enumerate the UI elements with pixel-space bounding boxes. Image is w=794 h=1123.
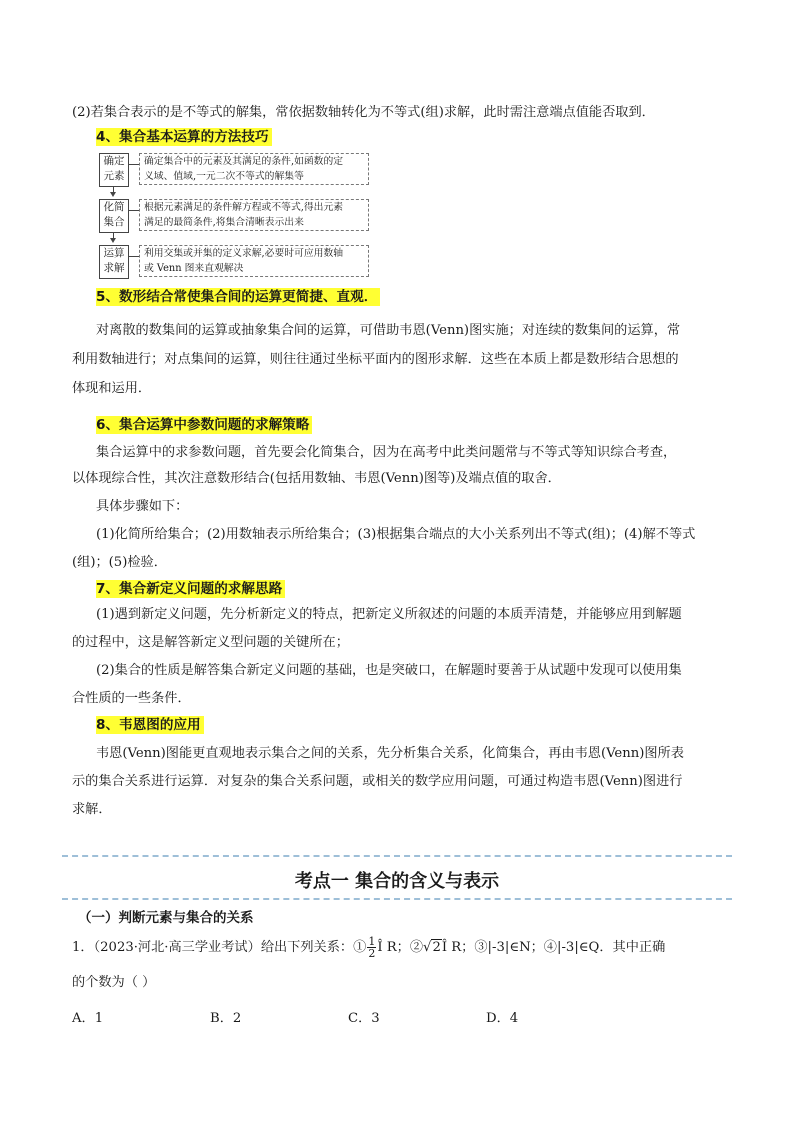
sqrt-radicand: 2 (432, 940, 441, 955)
paragraph-line: 示的集合关系进行运算．对复杂的集合关系问题，或相关的数学应用问题，可通过构造韦恩(Venn)图进行 (72, 774, 683, 789)
flow-step-2 (99, 199, 129, 233)
fraction (367, 936, 376, 959)
sqrt-sign: √ (423, 940, 432, 955)
flow-step-3-desc-1: 利用交集或并集的定义求解,必要时可应用数轴 (144, 248, 344, 259)
method-flowchart (99, 153, 379, 281)
flow-step-1-desc-1: 确定集合中的元素及其满足的条件,如函数的定 (144, 156, 344, 167)
flow-step-2-label-1: 化简 (103, 201, 125, 213)
question-line-1: 1．（2023·河北·高三学业考试）给出下列关系：① $\frac{1}{2}$ Î R；②√2Î R；③|-3|∈N；④|-3|∈Q．其中正确 (72, 935, 666, 960)
option-d[interactable]: D．4 (486, 1011, 519, 1026)
flow-step-3-desc (139, 245, 369, 277)
relation-3: ∈N；④ (509, 940, 557, 955)
flow-step-2-desc-1: 根据元素满足的条件解方程或不等式,得出元素 (144, 202, 344, 213)
flow-step-2-desc (139, 199, 369, 231)
paragraph-line: 体现和运用． (72, 381, 152, 396)
section-divider-bottom (62, 898, 732, 900)
paragraph-line: 对离散的数集间的运算或抽象集合间的运算，可借助韦恩(Venn)图实施；对连续的数集间的运算，常 (96, 323, 681, 338)
heading-5-text: 5、数形结合常使集合间的运算更简捷、直观． (96, 288, 380, 306)
flow-step-1 (99, 153, 129, 187)
heading-8-text: 8、韦恩图的应用 (96, 716, 204, 734)
question-line-2: 的个数为（ ） (72, 975, 156, 990)
flow-step-1-label-1: 确定 (103, 155, 125, 167)
paragraph-line: (1)遇到新定义问题，先分析新定义的特点，把新定义所叙述的问题的本质弄清楚，并能够应用到解题 (96, 607, 682, 622)
abs-value-4: -3 (561, 940, 575, 955)
option-a[interactable]: A．1 (72, 1011, 104, 1026)
question-stem-start: 给出下列关系：① (260, 940, 367, 955)
paragraph-line: 的过程中，这是解答新定义型问题的关键所在； (72, 635, 349, 650)
heading-4 (96, 126, 272, 148)
flow-step-3-label-1: 运算 (103, 247, 125, 259)
paragraph-line: 利用数轴进行；对点集间的运算，则往往通过坐标平面内的图形求解．这些在本质上都是数形结合思想的 (72, 352, 679, 367)
flow-step-3 (99, 245, 129, 279)
option-b[interactable]: B．2 (210, 1011, 242, 1026)
paragraph-line: (2)集合的性质是解答集合新定义问题的基础，也是突破口，在解题时要善于从试题中发现可以使用集 (96, 663, 682, 678)
relation-2: Î R；③ (441, 940, 488, 955)
flow-step-2-label-2: 集合 (103, 216, 125, 228)
heading-6-text: 6、集合运算中参数问题的求解策略 (96, 416, 312, 434)
flow-step-1-desc (139, 153, 369, 185)
paragraph-line: 合性质的一些条件． (72, 691, 191, 706)
paragraph-line: 集合运算中的求参数问题，首先要会化简集合，因为在高考中此类问题常与不等式等知识综合考查， (96, 445, 677, 460)
question-source: （2023·河北·高三学业考试） (93, 940, 261, 955)
question-number: 1． (72, 940, 94, 955)
flow-step-3-desc-2: 或 Venn 图来直观解决 (144, 263, 244, 274)
paragraph-line: (组)；(5)检验． (72, 555, 167, 570)
relation-1: Î R；② (377, 940, 424, 955)
flow-step-1-desc-2: 义域、值域,一元二次不等式的解集等 (144, 171, 304, 182)
flow-step-2-desc-2: 满足的最简条件,将集合清晰表示出来 (144, 217, 304, 228)
flow-connector (129, 164, 139, 165)
paragraph-line: 求解． (72, 802, 112, 817)
flow-step-3-label-2: 求解 (103, 262, 125, 274)
heading-8 (96, 714, 204, 736)
flow-step-1-label-2: 元素 (103, 170, 125, 182)
flow-arrow-down-icon (110, 192, 116, 197)
relation-4: ∈Q．其中正确 (578, 940, 666, 955)
section-title: 考点一 集合的含义与表示 (294, 871, 500, 892)
intro-line: (2)若集合表示的是不等式的解集，常依据数轴转化为不等式(组)求解，此时需注意端点值能否取到． (72, 105, 655, 120)
flow-arrow-down-icon (110, 238, 116, 243)
heading-5 (96, 286, 380, 308)
paragraph-line: 具体步骤如下： (96, 499, 189, 514)
paragraph-line: 以体现综合性，其次注意数形结合(包括用数轴、韦恩(Venn)图等)及端点值的取舍． (72, 471, 561, 486)
heading-7 (96, 578, 285, 600)
paragraph-line: (1)化简所给集合；(2)用数轴表示所给集合；(3)根据集合端点的大小关系列出不等式(组)；(4)解不等式 (96, 527, 696, 542)
abs-value-3: -3 (492, 940, 505, 955)
option-c[interactable]: C．3 (348, 1011, 380, 1026)
flow-connector (129, 256, 139, 257)
heading-6 (96, 414, 312, 436)
heading-4-text: 4、集合基本运算的方法技巧 (96, 128, 272, 146)
fraction-numerator: 1 (368, 935, 376, 948)
heading-7-text: 7、集合新定义问题的求解思路 (96, 580, 285, 598)
paragraph-line: 韦恩(Venn)图能更直观地表示集合之间的关系，先分析集合关系，化简集合，再由韦恩(Venn)图所表 (96, 746, 684, 761)
flow-connector (129, 210, 139, 211)
sub-title: （一）判断元素与集合的关系 (78, 910, 254, 926)
section-divider-top (62, 855, 732, 857)
fraction-denominator: 2 (368, 947, 376, 960)
